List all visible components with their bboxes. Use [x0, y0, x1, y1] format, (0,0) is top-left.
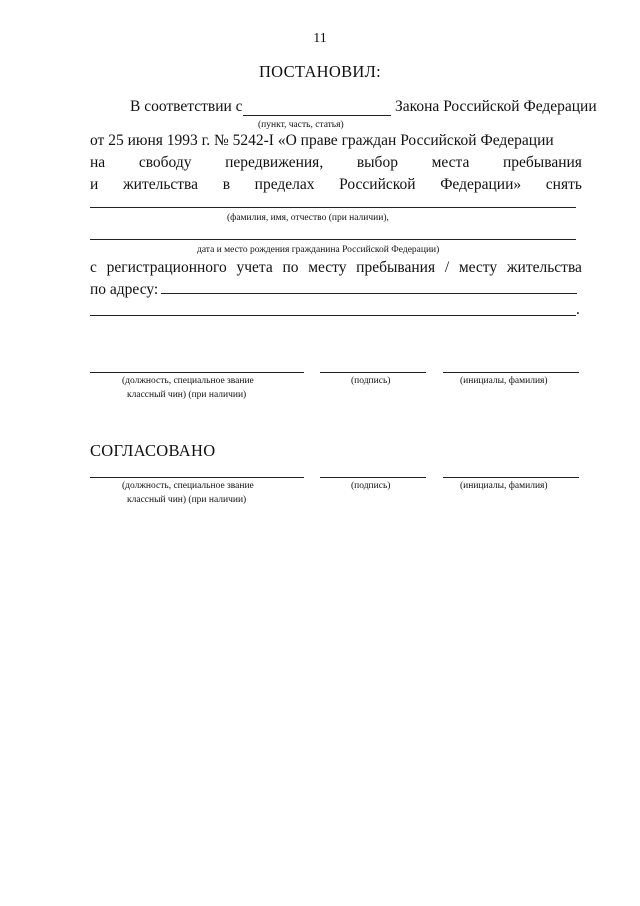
- name-blank-line: [443, 372, 579, 373]
- word: регистрационного: [106, 259, 227, 276]
- word: передвижения,: [225, 154, 324, 171]
- birth-blank-line: [90, 239, 576, 240]
- clause-note: (пункт, часть, статья): [258, 120, 344, 130]
- name-note: (инициалы, фамилия): [460, 376, 548, 386]
- word: в: [222, 176, 231, 193]
- line1-prefix: В соответствии с: [130, 98, 243, 115]
- word: свободу: [138, 154, 192, 171]
- word: жительства: [506, 259, 582, 276]
- word: учета: [236, 259, 273, 276]
- position-note: (должность, специальное звание: [122, 376, 254, 386]
- agreed-position-note: (должность, специальное звание: [122, 481, 254, 491]
- word: и: [90, 176, 99, 193]
- word: пребывания: [503, 154, 582, 171]
- line1-suffix: Закона Российской Федерации: [395, 98, 597, 115]
- birth-note: дата и место рождения гражданина Российской Федерации): [197, 245, 440, 255]
- word: Российской: [339, 176, 416, 193]
- agreed-signature-blank-line: [320, 477, 426, 478]
- word: по: [282, 259, 299, 276]
- signature-note: (подпись): [351, 376, 391, 386]
- word: месту: [308, 259, 347, 276]
- agreed-name-note: (инициалы, фамилия): [460, 481, 548, 491]
- word: пределах: [254, 176, 315, 193]
- word: снять: [545, 176, 582, 193]
- agreed-signature-note: (подпись): [351, 481, 391, 491]
- address-period: .: [576, 301, 580, 318]
- law-title-line-2: [90, 154, 582, 172]
- position-note-2: классный чин) (при наличии): [127, 390, 247, 400]
- word: Федерации»: [440, 176, 522, 193]
- fio-blank-line: [90, 207, 576, 208]
- word: /: [444, 259, 450, 276]
- deregistration-line: [90, 259, 582, 277]
- clause-blank-line: [243, 115, 391, 116]
- page-number: 11: [313, 31, 327, 46]
- word: пребывания: [356, 259, 436, 276]
- agreed-position-note-2: классный чин) (при наличии): [127, 495, 247, 505]
- agreed-name-blank-line: [443, 477, 579, 478]
- agreed-heading: СОГЛАСОВАНО: [90, 441, 216, 460]
- word: жительства: [122, 176, 199, 193]
- law-title-line-3: [90, 176, 582, 194]
- address-label: по адресу:: [90, 281, 159, 298]
- word: с: [90, 259, 97, 276]
- signature-blank-line: [320, 372, 426, 373]
- law-title-line: [90, 132, 582, 150]
- address-blank-line: [161, 293, 577, 294]
- agreed-position-blank-line: [90, 477, 304, 478]
- law-title-text: от 25 июня 1993 г. № 5242-I «О праве граждан Российской Федерации: [90, 132, 554, 149]
- address-blank-line-2: [90, 315, 576, 316]
- word: месту: [458, 259, 498, 276]
- position-blank-line: [90, 372, 304, 373]
- word: на: [90, 154, 106, 171]
- fio-note: (фамилия, имя, отчество (при наличии),: [227, 213, 389, 223]
- word: выбор: [356, 154, 398, 171]
- resolution-heading: ПОСТАНОВИЛ:: [258, 62, 382, 81]
- word: места: [431, 154, 470, 171]
